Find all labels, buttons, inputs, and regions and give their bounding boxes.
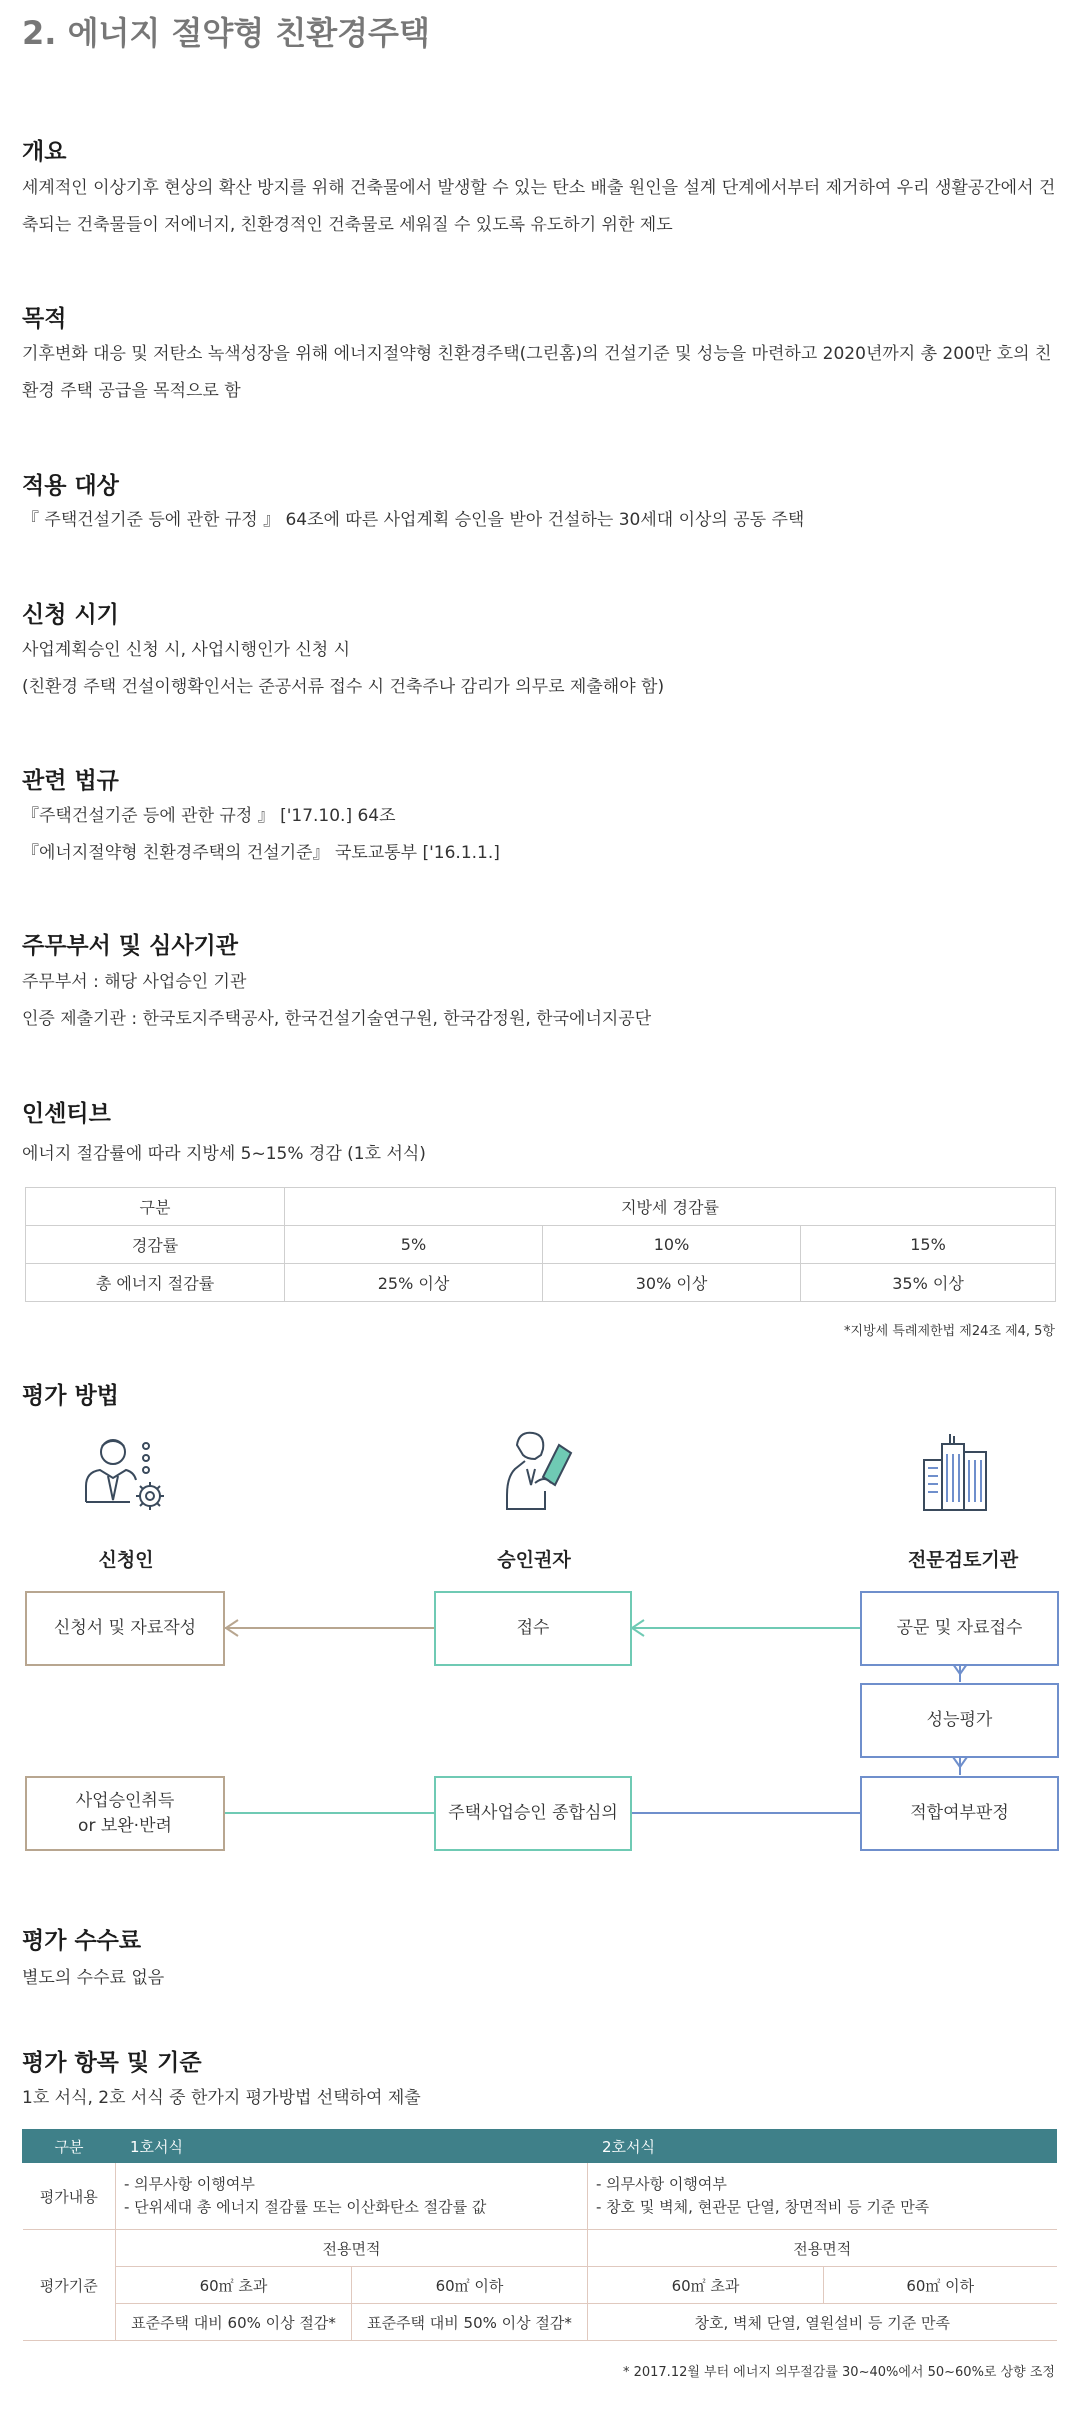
incentive-table bbox=[25, 1187, 1056, 1302]
fee-text: 별도의 수수료 없음 bbox=[22, 1968, 165, 1988]
table-cell: 5% bbox=[285, 1226, 543, 1264]
table-row bbox=[26, 1264, 1056, 1302]
table-row bbox=[23, 2267, 1057, 2304]
actor-applicant: 신청인 bbox=[98, 1549, 154, 1571]
table-cell: 25% 이상 bbox=[285, 1264, 543, 1302]
section-heading-incentive: 인센티브 bbox=[22, 1101, 111, 1127]
table-cell: 35% 이상 bbox=[801, 1264, 1056, 1302]
table-cell: 15% bbox=[801, 1226, 1056, 1264]
target-text: 『 주택건설기준 등에 관한 규정 』 64조에 따른 사업계획 승인을 받아 건설하는 30세대 이상의 공동 주택 bbox=[22, 510, 805, 530]
table-row bbox=[26, 1188, 1056, 1226]
section-heading-target: 적용 대상 bbox=[22, 473, 119, 499]
flow-box-apply: 신청서 및 자료작성 bbox=[25, 1591, 225, 1666]
table-cell: 60㎡ 이하 bbox=[352, 2267, 588, 2304]
table-header-cell: 구분 bbox=[23, 2130, 116, 2163]
table-cell: 경감률 bbox=[26, 1226, 285, 1264]
criteria-text: 1호 서식, 2호 서식 중 한가지 평가방법 선택하여 제출 bbox=[22, 2088, 421, 2108]
table-cell: - 의무사항 이행여부 - 단위세대 총 에너지 절감률 또는 이산화탄소 절감률 값 bbox=[116, 2163, 588, 2230]
table-row bbox=[26, 1226, 1056, 1264]
section-heading-dept: 주무부서 및 심사기관 bbox=[22, 933, 238, 959]
section-heading-criteria: 평가 항목 및 기준 bbox=[22, 2050, 202, 2076]
review-agency-icon bbox=[920, 1432, 1005, 1517]
section-heading-timing: 신청 시기 bbox=[22, 602, 119, 628]
table-header-cell: 구분 bbox=[26, 1188, 285, 1226]
incentive-text: 에너지 절감률에 따라 지방세 5~15% 경감 (1호 서식) bbox=[22, 1144, 426, 1164]
section-heading-laws: 관련 법규 bbox=[22, 768, 119, 794]
table-cell: 총 에너지 절감률 bbox=[26, 1264, 285, 1302]
laws-text: 『주택건설기준 등에 관한 규정 』 ['17.10.] 64조 『에너지절약형 친환경주택의 건설기준』 국토교통부 ['16.1.1.] bbox=[22, 806, 500, 863]
table-cell: 60㎡ 초과 bbox=[588, 2267, 824, 2304]
table-cell: 표준주택 대비 50% 이상 절감* bbox=[352, 2304, 588, 2341]
table-row bbox=[23, 2230, 1057, 2267]
section-heading-overview: 개요 bbox=[22, 139, 67, 165]
section-heading-fee: 평가 수수료 bbox=[22, 1928, 142, 1954]
table-row bbox=[23, 2130, 1057, 2163]
flow-box-suitability: 적합여부판정 bbox=[860, 1776, 1059, 1851]
overview-text: 세계적인 이상기후 현상의 확산 방지를 위해 건축물에서 발생할 수 있는 탄소 배출 원인을 설계 단계에서부터 제거하여 우리 생활공간에서 건축되는 건축물들이 저에너지, 친환경적인 건축물로 세워질 수 있도록 유도하기 위한 제도 bbox=[22, 178, 1056, 235]
flow-box-doc-receipt: 공문 및 자료접수 bbox=[860, 1591, 1059, 1666]
table-row bbox=[23, 2163, 1057, 2230]
table-row bbox=[23, 2304, 1057, 2341]
table-cell: 60㎡ 이하 bbox=[824, 2267, 1057, 2304]
timing-text: 사업계획승인 신청 시, 사업시행인가 신청 시 (친환경 주택 건설이행확인서는 준공서류 접수 시 건축주나 감리가 의무로 제출해야 함) bbox=[22, 640, 665, 697]
section-heading-method: 평가 방법 bbox=[22, 1383, 119, 1409]
flow-box-result: 사업승인취득 or 보완·반려 bbox=[25, 1776, 225, 1851]
incentive-note: *지방세 특례제한법 제24조 제4, 5항 bbox=[844, 1324, 1055, 1339]
page-title: 2. 에너지 절약형 친환경주택 bbox=[22, 14, 430, 52]
table-header-cell: 2호서식 bbox=[588, 2130, 1057, 2163]
table-cell: 전용면적 bbox=[116, 2230, 588, 2267]
table-header-cell: 지방세 경감률 bbox=[285, 1188, 1056, 1226]
table-cell: 평가내용 bbox=[23, 2163, 116, 2230]
table-cell: 표준주택 대비 60% 이상 절감* bbox=[116, 2304, 352, 2341]
table-header-cell: 1호서식 bbox=[116, 2130, 588, 2163]
table-cell: 평가기준 bbox=[23, 2230, 116, 2341]
flow-box-review: 주택사업승인 종합심의 bbox=[434, 1776, 632, 1851]
applicant-icon bbox=[78, 1430, 173, 1520]
approver-icon bbox=[495, 1425, 585, 1520]
table-cell: 10% bbox=[543, 1226, 801, 1264]
criteria-note: * 2017.12월 부터 에너지 의무절감률 30~40%에서 50~60%로 상향 조정 bbox=[622, 2365, 1055, 2380]
section-heading-purpose: 목적 bbox=[22, 306, 67, 332]
purpose-text: 기후변화 대응 및 저탄소 녹색성장을 위해 에너지절약형 친환경주택(그린홈)의 건설기준 및 성능을 마련하고 2020년까지 총 200만 호의 친환경 주택 공급을 목적으로 함 bbox=[22, 344, 1052, 401]
table-cell: 전용면적 bbox=[588, 2230, 1057, 2267]
actor-review-agency: 전문검토기관 bbox=[907, 1549, 1019, 1571]
flow-box-performance-evaluation: 성능평가 bbox=[860, 1683, 1059, 1758]
criteria-table bbox=[22, 2129, 1057, 2341]
flow-box-receipt: 접수 bbox=[434, 1591, 632, 1666]
dept-text: 주무부서 : 해당 사업승인 기관 인증 제출기관 : 한국토지주택공사, 한국건설기술연구원, 한국감정원, 한국에너지공단 bbox=[22, 972, 652, 1029]
table-cell: 30% 이상 bbox=[543, 1264, 801, 1302]
actor-approver: 승인권자 bbox=[497, 1549, 571, 1571]
table-cell: 60㎡ 초과 bbox=[116, 2267, 352, 2304]
table-cell: - 의무사항 이행여부 - 창호 및 벽체, 현관문 단열, 창면적비 등 기준 만족 bbox=[588, 2163, 1057, 2230]
table-cell: 창호, 벽체 단열, 열원설비 등 기준 만족 bbox=[588, 2304, 1057, 2341]
